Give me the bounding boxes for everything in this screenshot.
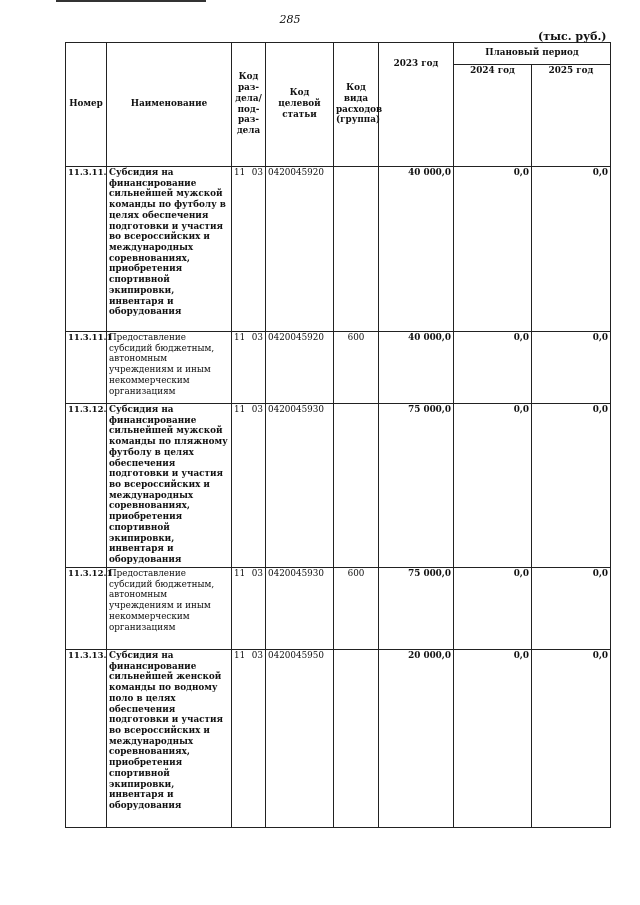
header-2025: 2025 год xyxy=(532,65,611,167)
top-rule xyxy=(56,0,206,2)
row-razdel xyxy=(232,332,266,404)
table-row xyxy=(66,167,611,332)
row-vid xyxy=(334,404,379,568)
row-2025: 0,0 xyxy=(532,568,611,650)
header-2023: 2023 год xyxy=(379,43,454,167)
page-number: 285 xyxy=(279,13,301,26)
row-2023: 75 000,0 xyxy=(379,404,454,568)
razdel-pair xyxy=(234,569,263,580)
row-2024: 0,0 xyxy=(454,650,532,828)
row-vid xyxy=(334,650,379,828)
row-2023: 75 000,0 xyxy=(379,568,454,650)
header-vid: Код вида расходов (группа) xyxy=(334,43,379,167)
header-plan: Плановый период xyxy=(454,43,611,65)
units-label: (тыс. руб.) xyxy=(538,30,607,43)
row-2025: 0,0 xyxy=(532,404,611,568)
podrazdel-code: 03 xyxy=(251,333,263,343)
razdel-code: 11 xyxy=(234,168,246,178)
row-name: Субсидия на финансирование сильнейшей мужской команды по футболу в целях обеспечения подготовки и участия во всероссийских и международных соревнованиях, приобретения спортивной экипировки, инвентаря и оборудования xyxy=(107,167,232,332)
row-razdel xyxy=(232,568,266,650)
row-2024: 0,0 xyxy=(454,332,532,404)
table-row xyxy=(66,404,611,568)
row-tsel: 0420045950 xyxy=(266,650,334,828)
row-tsel: 0420045920 xyxy=(266,332,334,404)
header-2024: 2024 год xyxy=(454,65,532,167)
row-number: 11.3.12.1 xyxy=(66,568,107,650)
row-razdel xyxy=(232,404,266,568)
row-vid: 600 xyxy=(334,332,379,404)
row-name: Предоставление субсидий бюджетным, автономным учреждениям и иным некоммерческим организациям xyxy=(107,568,232,650)
row-number: 11.3.11. xyxy=(66,167,107,332)
row-vid xyxy=(334,167,379,332)
header-razdel: Код раз-дела/ под-раз-дела xyxy=(232,43,266,167)
razdel-pair xyxy=(234,333,263,344)
razdel-pair xyxy=(234,651,263,662)
row-2024: 0,0 xyxy=(454,404,532,568)
budget-table xyxy=(65,42,611,828)
row-tsel: 0420045930 xyxy=(266,404,334,568)
podrazdel-code: 03 xyxy=(251,569,263,579)
table-row xyxy=(66,332,611,404)
row-name: Субсидия на финансирование сильнейшей женской команды по водному поло в целях обеспечения подготовки и участия во всероссийских и международных соревнованиях, приобретения спортивной экипировки, инвентаря и оборудования xyxy=(107,650,232,828)
row-2023: 40 000,0 xyxy=(379,167,454,332)
razdel-pair xyxy=(234,168,263,179)
row-tsel: 0420045930 xyxy=(266,568,334,650)
row-number: 11.3.12. xyxy=(66,404,107,568)
razdel-code: 11 xyxy=(234,333,246,343)
header-tsel: Код целевой статьи xyxy=(266,43,334,167)
row-number: 11.3.13. xyxy=(66,650,107,828)
row-name: Предоставление субсидий бюджетным, автономным учреждениям и иным некоммерческим организациям xyxy=(107,332,232,404)
row-number: 11.3.11.1 xyxy=(66,332,107,404)
table-row xyxy=(66,568,611,650)
razdel-code: 11 xyxy=(234,651,246,661)
razdel-code: 11 xyxy=(234,405,246,415)
row-name: Субсидия на финансирование сильнейшей мужской команды по пляжному футболу в целях обеспечения подготовки и участия во всероссийских и международных соревнованиях, приобретения спортивной экипировки, инвентаря и оборудования xyxy=(107,404,232,568)
row-2025: 0,0 xyxy=(532,167,611,332)
header-name: Наименование xyxy=(107,43,232,167)
row-2023: 20 000,0 xyxy=(379,650,454,828)
header-num: Номер xyxy=(66,43,107,167)
row-2025: 0,0 xyxy=(532,650,611,828)
row-2023: 40 000,0 xyxy=(379,332,454,404)
razdel-pair xyxy=(234,405,263,416)
row-2025: 0,0 xyxy=(532,332,611,404)
row-2024: 0,0 xyxy=(454,568,532,650)
razdel-code: 11 xyxy=(234,569,246,579)
podrazdel-code: 03 xyxy=(251,168,263,178)
row-razdel xyxy=(232,167,266,332)
table-row xyxy=(66,650,611,828)
row-razdel xyxy=(232,650,266,828)
podrazdel-code: 03 xyxy=(251,405,263,415)
row-2024: 0,0 xyxy=(454,167,532,332)
row-tsel: 0420045920 xyxy=(266,167,334,332)
row-vid: 600 xyxy=(334,568,379,650)
podrazdel-code: 03 xyxy=(251,651,263,661)
